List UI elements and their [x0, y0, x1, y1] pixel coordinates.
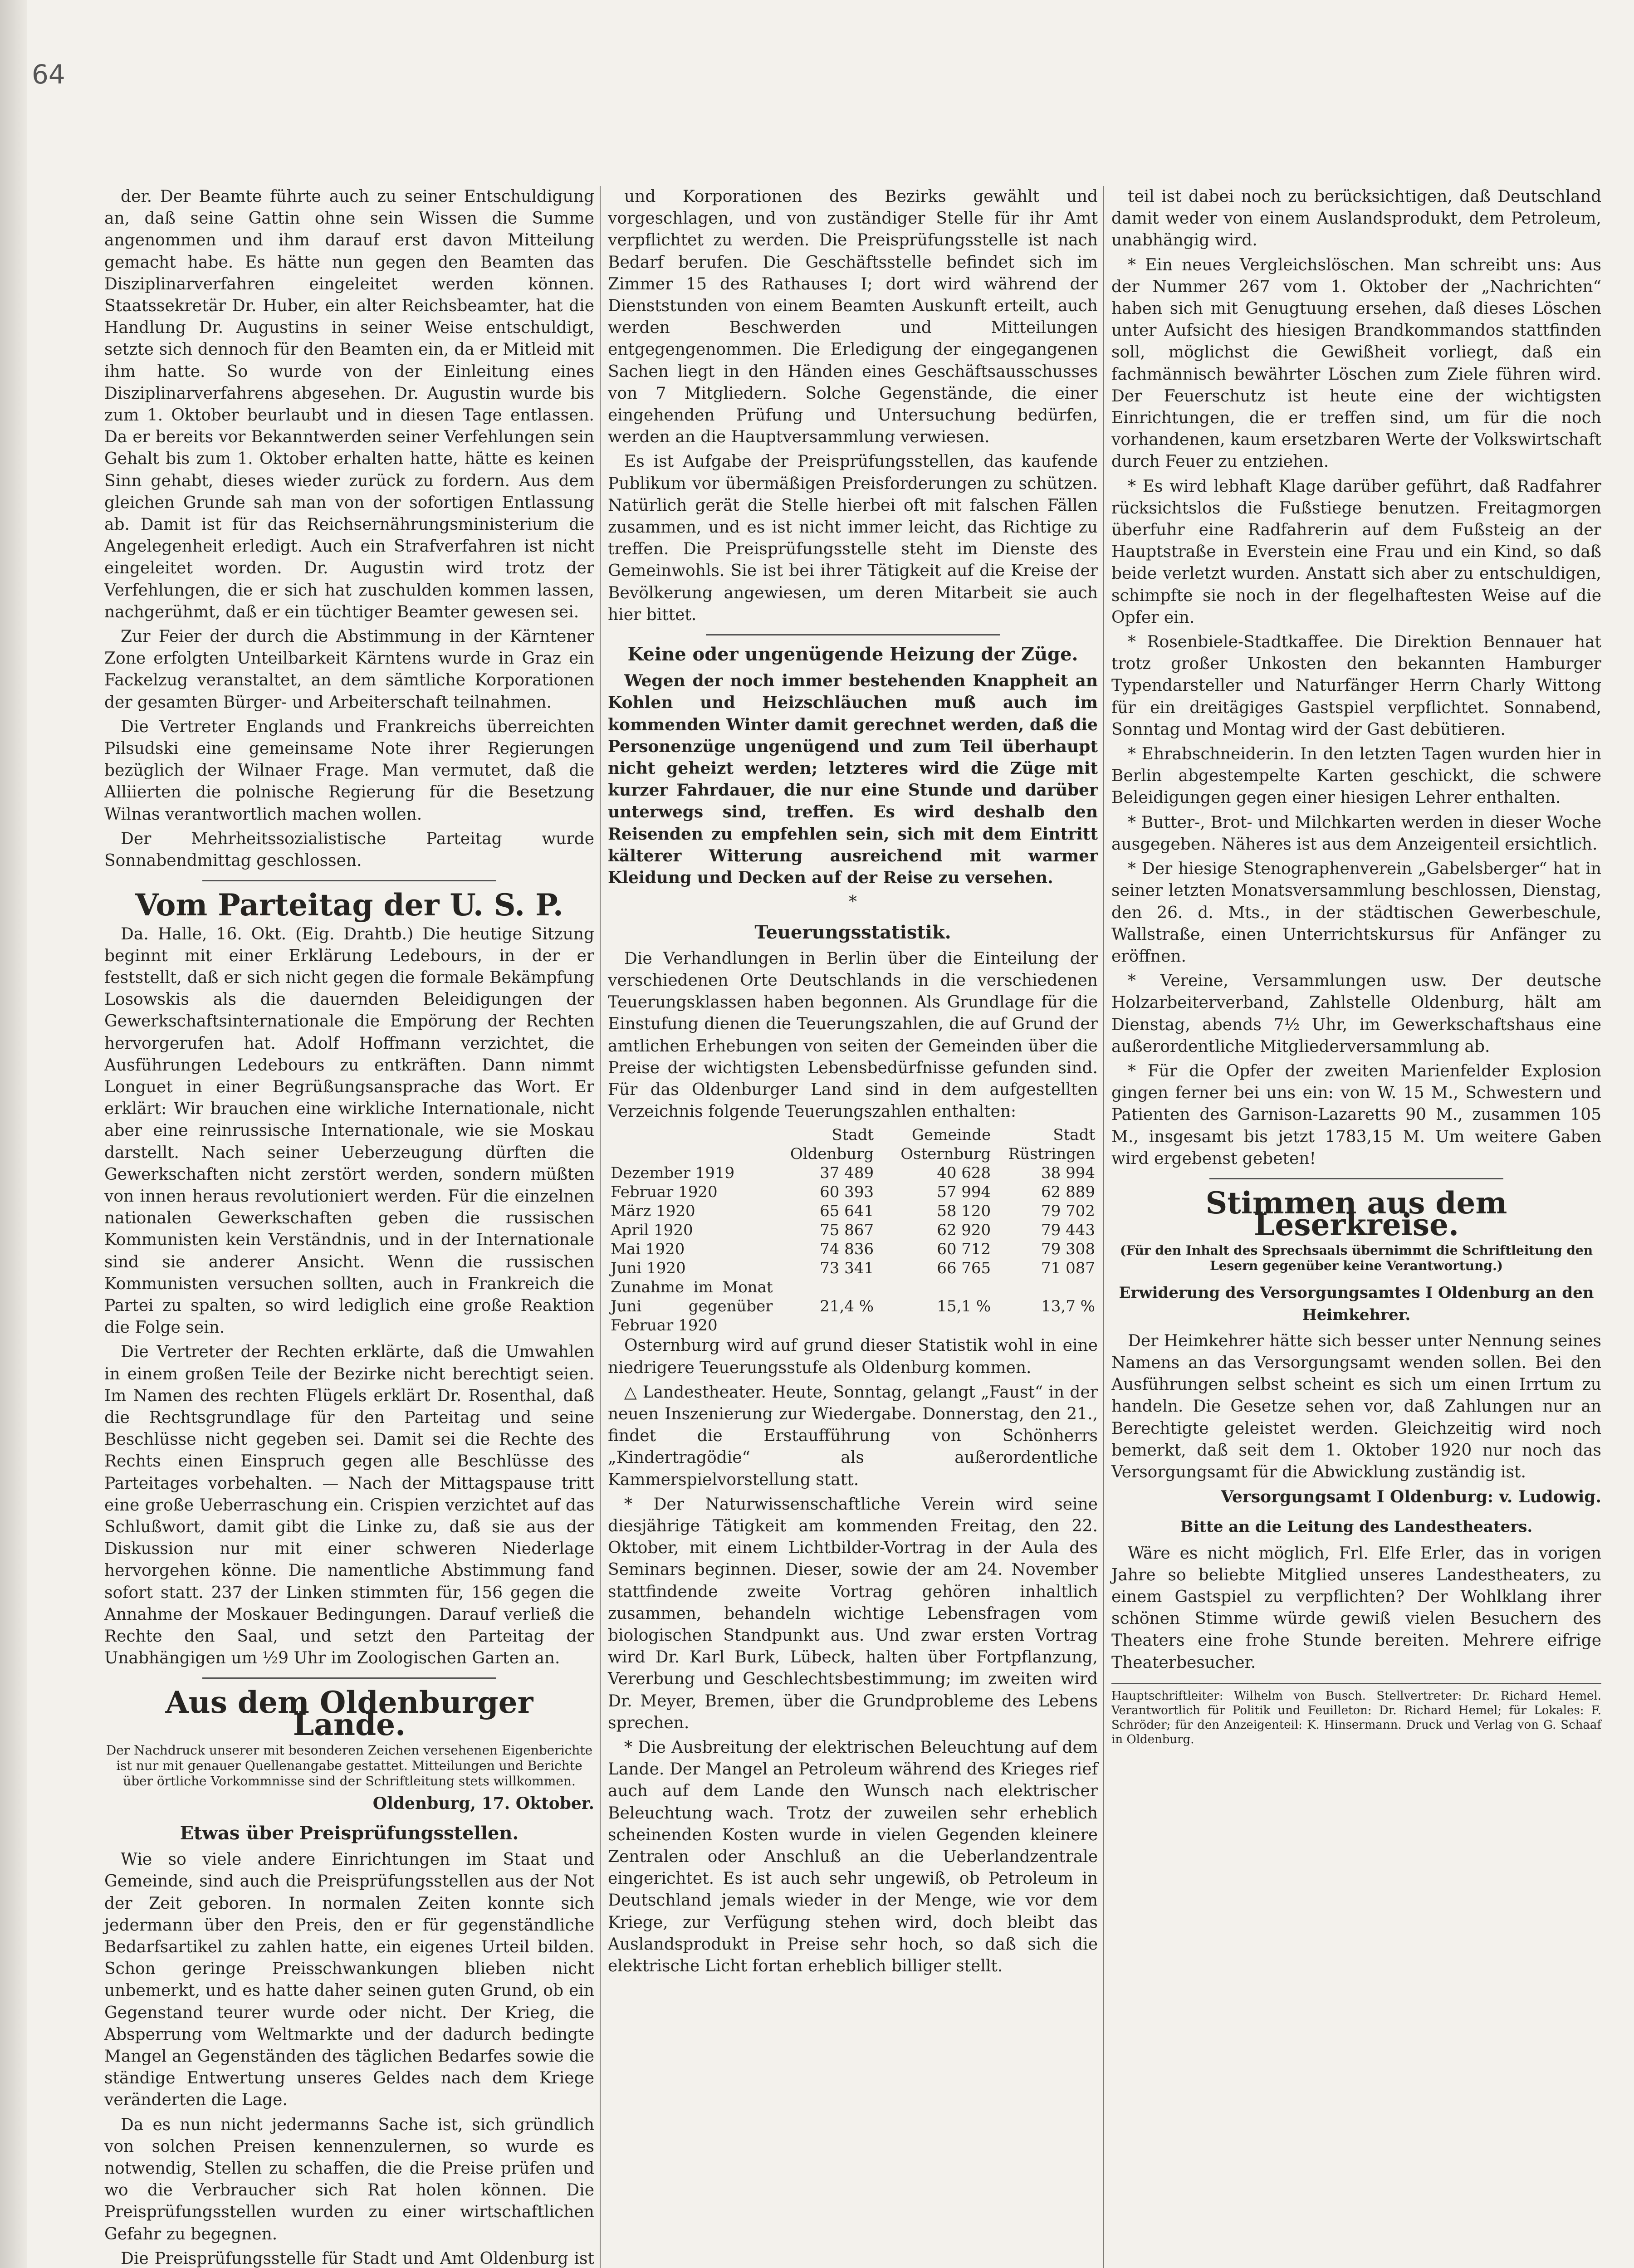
column-1	[104, 186, 594, 2268]
article-paragraph: der. Der Beamte führte auch zu seiner Entschuldigung an, daß seine Gattin ohne sein Wissen die Summe angenommen und ihm darauf erst davon Mitteilung gemacht habe. Es hätte nun gegen den Beamten das Disziplinarverfahren eingeleitet werden können. Staatssekretär Dr. Huber, ein alter Reichsbeamter, hat die Handlung Dr. Augustins in seiner Weise entschuldigt, setzte sich dennoch für den Beamten ein, da er Mitleid mit ihm hatte. So wurde von der Einleitung eines Disziplinarverfahrens abgesehen. Dr. Augustin wurde bis zum 1. Oktober beurlaubt und in diesen Tage entlassen. Da er bereits vor Bekanntwerden seiner Verfehlungen sein Gehalt bis zum 1. Oktober erhalten hatte, hätte es keinen Sinn gehabt, dieses wieder zurück zu fordern. Aus dem gleichen Grunde sah man von der sofortigen Entlassung ab. Damit ist für das Reichsernährungsministerium die Angelegenheit erledigt. Auch ein Strafverfahren ist nicht eingeleitet worden. Dr. Augustin wird trotz der Verfehlungen, die er sich hat zuschulden kommen lassen, nachgerühmt, daß er ein tüchtiger Beamter gewesen sei.	[104, 187, 594, 621]
table-cell: 60 712	[937, 1240, 991, 1259]
article-paragraph: Der Heimkehrer hätte sich besser unter Nennung seines Namens an das Versorgungsamt wenden sollen. Bei den Ausführungen selbst scheint es sich um einen Irrtum zu handeln. Die Gesetze sehen vor, daß Zahlungen nur an Berechtigte geleistet werden. Gleichzeitig wird noch bemerkt, daß seit dem 1. Oktober 1920 nur noch das Versorgungsamt für die Abwicklung zuständig ist.	[1111, 1331, 1601, 1481]
table-cell: März 1920	[611, 1202, 695, 1221]
signature: Versorgungsamt I Oldenburg: v. Ludowig.	[1221, 1487, 1601, 1507]
table-cell: 65 641	[820, 1202, 874, 1221]
article-paragraph: Da. Halle, 16. Okt. (Eig. Drahtb.) Die heutige Sitzung beginnt mit einer Erklärung Ledebours, in der er feststellt, daß er sich nicht gegen die formale Bekämpfung Losowskis als die dauernden Beleidigungen der Gewerkschaftsinternationale die Empörung der Rechten hervorgerufen hat. Adolf Hoffmann verzichtet, die Ausführungen Ledebours zu entkräften. Dann nimmt Longuet in einer Begrüßungsansprache das Wort. Er erklärt: Wir brauchen eine wirkliche Internationale, nicht aber eine reinrussische Internationale, wie sie Moskau darstellt. Nach seiner Ueberzeugung dürften die Gewerkschaften nicht zerstört werden, sondern müßten von innen heraus revolutioniert werden. Für die einzelnen nationalen Gewerkschaften geben die russischen Kommunisten kein Verständnis, und in der Internationale sind sie anderer Ansicht. Wenn die russischen Kommunisten versuchen sollten, auch in Frankreich die Partei zu spalten, so wird lediglich eine große Reaktion die Folge sein.	[104, 924, 594, 1337]
separator-star: *	[849, 893, 857, 912]
table-row	[608, 1240, 1098, 1259]
article-paragraph: * Butter-, Brot- und Milchkarten werden in dieser Woche ausgegeben. Näheres ist aus dem Anzeigenteil ersichtlich.	[1111, 813, 1601, 854]
table-cell: 62 889	[1041, 1183, 1095, 1202]
page-number: 64	[32, 59, 65, 90]
table-cell: 74 836	[820, 1240, 874, 1259]
article-paragraph: * Vereine, Versammlungen usw. Der deutsche Holzarbeiterverband, Zahlstelle Oldenburg, hält am Dienstag, abends 7½ Uhr, im Gewerkschaftshaus eine außerordentliche Mitgliederversammlung ab.	[1111, 972, 1601, 1056]
article-paragraph: * Für die Opfer der zweiten Marienfelder Explosion gingen ferner bei uns ein: von W. 15 M., Schwestern und Patienten des Garnison-Lazaretts 90 M., zusammen 105 M., insgesamt bis jetzt 1783,15 M. Um weitere Gaben wird ergebenst gebeten!	[1111, 1061, 1601, 1168]
article-paragraph: Wie so viele andere Einrichtungen im Staat und Gemeinde, sind auch die Preisprüfungsstellen aus der Not der Zeit geboren. In normalen Zeiten konnte sich jedermann über den Preis, den er für gegenständliche Bedarfsartikel zu zahlen hatte, ein eigenes Urteil bilden. Schon geringe Preisschwankungen blieben nicht unbemerkt, und es hatte daher seinen guten Grund, ob ein Gegenstand teurer wurde oder nicht. Der Krieg, die Absperrung vom Weltmarkte und der dadurch bedingte Mangel an Gegenständen des täglichen Bedarfes sowie die ständige Entwertung unseres Geldes nach dem Kriege veränderten die Lage.	[104, 1850, 594, 2110]
page-binding	[0, 0, 27, 2268]
column-rule-2	[1103, 186, 1104, 2268]
table-cell: 40 628	[937, 1164, 991, 1183]
table-cell: 58 120	[937, 1202, 991, 1221]
subheadline: Bitte an die Leitung des Landestheaters.	[1180, 1518, 1533, 1536]
dateline: Oldenburg, 17. Oktober.	[372, 1794, 594, 1813]
article-paragraph: Osternburg wird auf grund dieser Statistik wohl in eine niedrigere Teuerungsstufe als Oldenburg kommen.	[608, 1336, 1098, 1377]
article-paragraph: Zur Feier der durch die Abstimmung in der Kärntener Zone erfolgten Unteilbarkeit Kärntens wurde in Graz ein Fackelzug veranstaltet, an dem sämtliche Korporationen der gesamten Bürger- und Arbeiterschaft teilnahmen.	[104, 627, 594, 712]
table-header-cell: Gemeinde Osternburg	[900, 1126, 991, 1163]
table-cell: 13,7 %	[1041, 1297, 1095, 1316]
separator	[706, 634, 1000, 635]
table-cell: 60 393	[820, 1183, 874, 1202]
article-paragraph: teil ist dabei noch zu berücksichtigen, daß Deutschland damit weder von einem Auslandsprodukt, dem Petroleum, unabhängig wird.	[1111, 187, 1601, 250]
table-row	[608, 1163, 1098, 1183]
table-cell: Februar 1920	[611, 1183, 718, 1202]
table-header-cell	[608, 1125, 776, 1163]
column-3	[1111, 186, 1601, 1750]
table-row	[608, 1183, 1098, 1202]
article-paragraph: Es ist Aufgabe der Preisprüfungsstellen, das kaufende Publikum vor übermäßigen Preisforderungen zu schützen. Natürlich gerät die Stelle hierbei oft mit falschen Fällen zusammen, und es ist nicht immer leicht, das Richtige zu treffen. Die Preisprüfungsstelle steht im Dienste des Gemeinwohls. Sie ist bei ihrer Tätigkeit auf die Kreise der Bevölkerung angewiesen, um deren Mitarbeit sie auch hier bittet.	[608, 452, 1098, 624]
article-paragraph: Der Mehrheitssozialistische Parteitag wurde Sonnabendmittag geschlossen.	[104, 829, 594, 870]
column-rule-1	[600, 186, 601, 2268]
article-paragraph: * Der Naturwissenschaftliche Verein wird seine diesjährige Tätigkeit am kommenden Freitag, den 22. Oktober, mit einem Lichtbilder-Vortrag in der Aula des Seminars beginnen. Dieser, sowie der am 24. November stattfindende zweite Vortrag gehören inhaltlich zusammen, behandeln wichtige Lebensfragen vom biologischen Standpunkt aus. Und zwar ersten Vortrag wird Dr. Karl Burk, Lübeck, halten über Fortpflanzung, Vererbung und Geschlechtsbestimmung; im zweiten wird Dr. Meyer, Bremen, über die Grundprobleme des Lebens sprechen.	[608, 1495, 1098, 1732]
article-paragraph: Wegen der noch immer bestehenden Knappheit an Kohlen und Heizschläuchen muß auch im kommenden Winter damit gerechnet werden, daß die Personenzüge ungenügend und zum Teil überhaupt nicht geheizt werden; letzteres wird die Züge mit kurzer Fahrdauer, die nur eine Stunde und darüber unterwegs sind, treffen. Es wird deshalb den Reisenden zu empfehlen sein, sich mit dem Eintritt kälterer Witterung ausreichend mit warmer Kleidung und Decken auf der Reise zu versehen.	[608, 671, 1098, 888]
table-cell: 57 994	[937, 1183, 991, 1202]
table-header-cell: Stadt Oldenburg	[790, 1126, 874, 1163]
table-cell: 62 920	[937, 1221, 991, 1240]
table-cell: 71 087	[1041, 1259, 1095, 1278]
headline-local: Aus dem Oldenburger Lande.	[165, 1685, 533, 1742]
table-header-cell: Stadt Rüstringen	[1008, 1126, 1095, 1163]
table-cell: 79 702	[1041, 1202, 1095, 1221]
headline-trains: Keine oder ungenügende Heizung der Züge.	[627, 644, 1078, 665]
article-paragraph: △ Landestheater. Heute, Sonntag, gelangt „Faust“ in der neuen Inszenierung zur Wiedergabe. Donnerstag, den 21., findet die Erstaufführung von Schönherrs „Kindertragödie“ als außerordentliche Kammerspielvorstellung statt.	[608, 1383, 1098, 1489]
table-row	[608, 1278, 1098, 1335]
headline-uspd: Vom Parteitag der U. S. P.	[135, 887, 563, 923]
article-paragraph: * Die Ausbreitung der elektrischen Beleuchtung auf dem Lande. Der Mangel an Petroleum während des Krieges rief auch auf dem Lande den Wunsch nach elektrischer Beleuchtung wach. Trotz der zuweilen sehr erheblich scheinenden Kosten wurde in vielen Gegenden kleinere Zentralen oder Anschluß an die Ueberlandzentrale eingerichtet. Es ist auch sehr ungewiß, ob Petroleum in Deutschland jemals wieder in der Menge, wie vor dem Kriege, zur Verfügung stehen wird, doch bleibt das Auslandsprodukt in Preise sehr hoch, so daß sich die elektrische Licht fortan erheblich billiger stellt.	[608, 1738, 1098, 1976]
table-cell: Juni 1920	[611, 1259, 686, 1278]
headline-statistics: Teuerungsstatistik.	[754, 921, 951, 943]
table-cell: 21,4 %	[820, 1297, 874, 1316]
article-paragraph: Da es nun nicht jedermanns Sache ist, sich gründlich von solchen Preisen kennenzulernen, so wurde es notwendig, Stellen zu schaffen, die die Preise prüfen und wo die Verbraucher sich Rat holen können. Die Preisprüfungsstellen wurden zu einer wirtschaftlichen Gefahr zu begegnen.	[104, 2115, 594, 2244]
table-cell: Dezember 1919	[611, 1164, 735, 1183]
table-cell: 66 765	[937, 1259, 991, 1278]
article-paragraph: * Ein neues Vergleichslöschen. Man schreibt uns: Aus der Nummer 267 vom 1. Oktober der „Nachrichten“ haben sich mit Genugtuung ersehen, daß dieses Löschen unter Aufsicht des hiesigen Brandkommandos stattfinden soll, möglichst die Gewißheit vorliegt, daß ein fachmännisch bewährter Löschen zum Ziele führen wird. Der Feuerschutz ist heute eine der wichtigsten Einrichtungen, die er treffen sind, um für die noch vorhandenen, kaum ersetzbaren Werte der Volkswirtschaft durch Feuer zu entziehen.	[1111, 255, 1601, 471]
column-2	[608, 186, 1098, 1980]
article-paragraph: Die Verhandlungen in Berlin über die Einteilung der verschiedenen Orte Deutschlands in die verschiedenen Teuerungsklassen haben begonnen. Als Grundlage für die Einstufung dienen die Teuerungszahlen, die auf Grund der amtlichen Erhebungen von seiten der Gemeinden über die Preise der wichtigsten Lebensbedürfnisse gefunden sind. Für das Oldenburger Land sind in dem aufgestellten Verzeichnis folgende Teuerungszahlen enthalten:	[608, 949, 1098, 1121]
article-paragraph: Wäre es nicht möglich, Frl. Elfe Erler, das in vorigen Jahre so beliebte Mitglied unseres Landestheaters, zu einem Gastspiel zu verpflichten? Der Wohlklang ihrer schönen Stimme würde gewiß vielen Besuchern des Theaters eine frohe Stunde bereiten. Mehrere eifrige Theaterbesucher.	[1111, 1544, 1601, 1672]
impressum: Hauptschriftleiter: Wilhelm von Busch. Stellvertreter: Dr. Richard Hemel. Verantwortlich für Politik und Feuilleton: Dr. Richard Hemel; für Lokales: F. Schröder; für den Anzeigenteil: K. Hinsermann. Druck und Verlag von G. Schaaf in Oldenburg.	[1111, 1683, 1601, 1747]
article-paragraph: Die Preisprüfungsstelle für Stadt und Amt Oldenburg ist	[121, 2249, 594, 2268]
article-paragraph: Die Vertreter der Rechten erklärte, daß die Umwahlen in einem großen Teile der Bezirke nicht berechtigt seien. Im Namen des rechten Flügels erklärt Dr. Rosenthal, daß die Rechtsgrundlage für den Parteitag und seine Beschlüsse nicht gegeben sei. Damit sei die Rechte des Rechts einen Einspruch gegen alle Beschlüsse des Parteitages vorbehalten. — Nach der Mittagspause tritt eine große Ueberraschung ein. Crispien verzichtet auf das Schlußwort, damit gibt die Linke zu, daß sie aus der Diskussion nur mit einer schweren Niederlage hervorgehen könne. Die namentliche Abstimmung fand sofort statt. 237 der Linken stimmten für, 156 gegen die Annahme der Moskauer Bedingungen. Darauf verließ die Rechte den Saal, und setzt den Parteitag der Unabhängigen um ½9 Uhr im Zoologischen Garten an.	[104, 1343, 594, 1668]
table-row	[608, 1221, 1098, 1240]
separator	[202, 1677, 496, 1679]
table-cell: 37 489	[820, 1164, 874, 1183]
table-row	[608, 1202, 1098, 1221]
table-cell: 15,1 %	[937, 1297, 991, 1316]
subheadline: Etwas über Preisprüfungsstellen.	[180, 1823, 519, 1844]
table-cell: Mai 1920	[611, 1240, 685, 1259]
separator	[202, 880, 496, 881]
article-paragraph: * Rosenbiele-Stadtkaffee. Die Direktion Bennauer hat trotz großer Unkosten den bekannten Hamburger Typendarsteller und Naturfänger Herrn Charly Wittong für ein dreitägiges Gastspiel verpflichtet. Sonnabend, Sonntag und Montag wird der Gast debütieren.	[1111, 633, 1601, 739]
article-paragraph: * Ehrabschneiderin. In den letzten Tagen wurden hier in Berlin abgestempelte Karten geschickt, die schwere Beleidigungen gegen einer hiesigen Lehrer enthalten.	[1111, 745, 1601, 807]
table-cell: 79 443	[1041, 1221, 1095, 1240]
reprint-note: Der Nachdruck unserer mit besonderen Zeichen versehenen Eigenberichte ist nur mit genauer Quellenangabe gestattet. Mitteilungen und Berichte über örtliche Vorkommnisse sind der Schriftleitung stets willkommen.	[106, 1742, 593, 1789]
table-cell: Zunahme im Monat Juni gegenüber Februar 1920	[611, 1278, 773, 1335]
article-paragraph: * Der hiesige Stenographenverein „Gabelsberger“ hat in seiner letzten Monatsversammlung beschlossen, Dienstag, den 26. d. Mts., in der städtischen Gewerbeschule, Wallstraße, einen Unterrichtskursus für Anfänger zu eröffnen.	[1111, 860, 1601, 966]
table-cell: 79 308	[1041, 1240, 1095, 1259]
headline-readers: Stimmen aus dem Leserkreise.	[1205, 1185, 1507, 1243]
article-paragraph: und Korporationen des Bezirks gewählt und vorgeschlagen, und von zuständiger Stelle für ihr Amt verpflichtet zu werden. Die Preisprüfungsstelle ist nach Bedarf berufen. Die Geschäftsstelle befindet sich im Zimmer 15 des Rathauses I; dort wird während der Dienststunden von einem Beamten Auskunft erteilt, auch werden Beschwerden und Mitteilungen entgegengenommen. Die Erledigung der eingegangenen Sachen liegt in den Händen eines Geschäftsausschusses von 7 Mitgliedern. Solche Gegenstände, die einer eingehenden Prüfung und Untersuchung bedürfen, werden an die Hauptversammlung verwiesen.	[608, 187, 1098, 447]
separator	[1209, 1178, 1503, 1179]
readers-note: (Für den Inhalt des Sprechsaals übernimmt die Schriftleitung den Lesern gegenüber keine Verantwortung.)	[1120, 1243, 1593, 1274]
table-cell: 73 341	[820, 1259, 874, 1278]
table-cell: 38 994	[1041, 1164, 1095, 1183]
article-paragraph: * Es wird lebhaft Klage darüber geführt, daß Radfahrer rücksichtslos die Fußstiege benutzen. Freitagmorgen überfuhr eine Radfahrerin auf dem Fußsteig an der Hauptstraße in Everstein eine Frau und ein Kind, so daß beide verletzt wurden. Anstatt sich aber zu entschuldigen, schimpfte sie noch in der flegelhaftesten Weise auf die Opfer ein.	[1111, 477, 1601, 627]
table-row	[608, 1259, 1098, 1278]
subheadline: Erwiderung des Versorgungsamtes I Oldenburg an den Heimkehrer.	[1119, 1284, 1594, 1324]
table-cell: April 1920	[611, 1221, 693, 1240]
table-cell: 75 867	[820, 1221, 874, 1240]
inflation-table	[608, 1125, 1098, 1335]
article-paragraph: Die Vertreter Englands und Frankreichs überreichten Pilsudski eine gemeinsame Note ihrer Regierungen bezüglich der Wilnaer Frage. Man vermutet, daß die Alliierten die polnische Regierung für die Besetzung Wilnas verantwortlich machen wollen.	[104, 717, 594, 824]
table-header-row	[608, 1125, 1098, 1163]
